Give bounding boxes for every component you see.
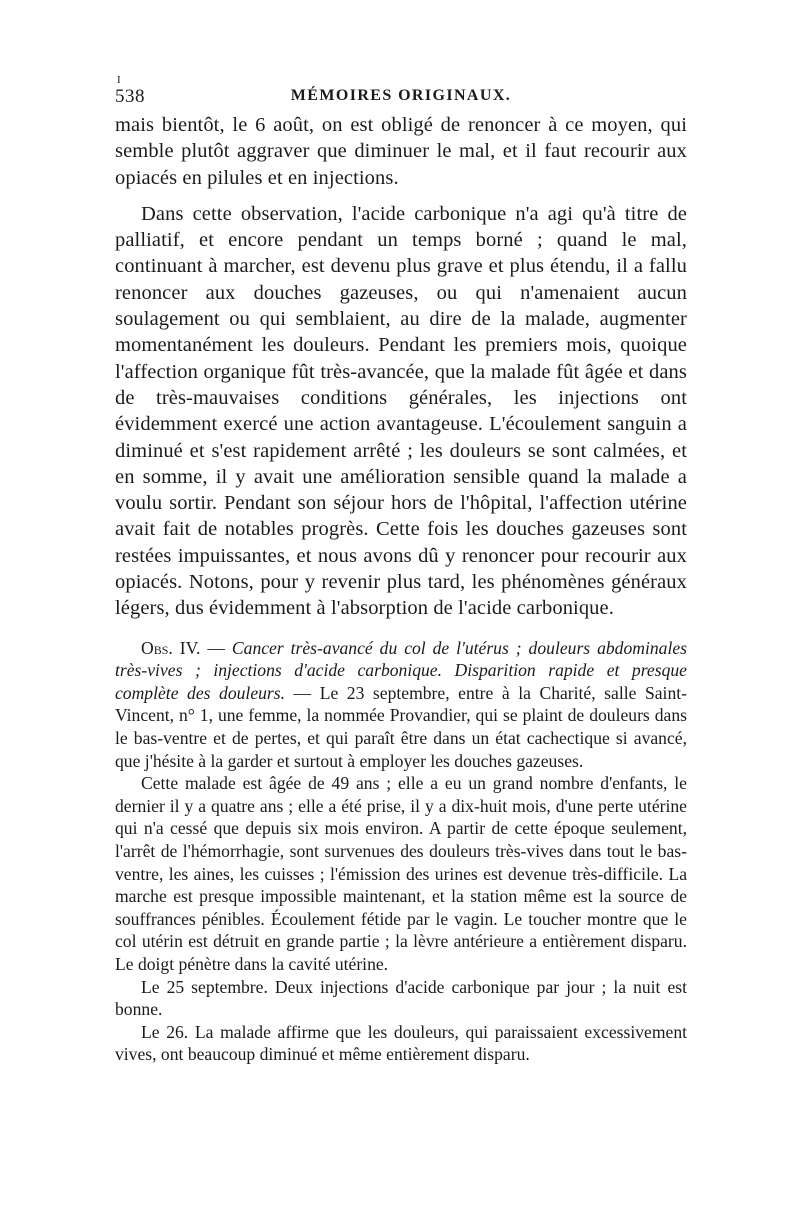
page-number: 538 bbox=[115, 86, 145, 107]
paragraph-sept-26: Le 26. La malade affirme que les douleurs, qui paraissaient excessivement vives, ont beaucoup diminué et même entièrement disparu. bbox=[115, 1021, 687, 1065]
observation-text: — Le 23 septembre, entre à la Charité, salle Saint-Vincent, n° 1, une femme, la nommée Provandier, qui se plaint de douleurs dans le bas-ventre et de pertes, et qui paraît être dans un état cachectique si avancé, que j'hésite à la garder et surtout à employer les douches gazeuses. bbox=[115, 682, 687, 771]
running-title: MÉMOIRES ORIGINAUX. bbox=[290, 87, 512, 104]
paragraph-sept-25: Le 25 septembre. Deux injections d'acide carbonique par jour ; la nuit est bonne. bbox=[115, 976, 687, 1020]
observation-paragraph bbox=[115, 637, 687, 773]
paragraph-continuation: mais bientôt, le 6 août, on est obligé de renoncer à ce moyen, qui semble plutôt aggraver que diminuer le mal, et il faut recourir aux opiacés en pilules et en injections. bbox=[115, 114, 687, 189]
running-header bbox=[115, 74, 687, 112]
paragraph-history: Cette malade est âgée de 49 ans ; elle a eu un grand nombre d'enfants, le dernier il y a quatre ans ; elle a été prise, il y a dix-huit mois, d'une perte utérine qui n'a cessé que depuis six mois environ. A partir de cette époque seulement, l'arrêt de l'hémorrhagie, sont survenues des douleurs très-vives dans tout le bas-ventre, les aines, les cuisses ; l'émission des urines est devenue très-difficile. La marche est presque impossible maintenant, et la station même est la source de souffrances pénibles. Écoulement fétide par le vagin. Le toucher montre que le col utérin est détruit en grande partie ; la lèvre antérieure a entièrement disparu. Le doigt pénètre dans la cavité utérine. bbox=[115, 773, 687, 974]
paragraph-discussion: Dans cette observation, l'acide carbonique n'a agi qu'à titre de palliatif, et encore pendant un temps borné ; quand le mal, continuant à marcher, est devenu plus grave et plus étendu, il a fallu renoncer aux douches gazeuses, ou qui n'amenaient aucun soulagement ou qui semblaient, au dire de la malade, augmenter momentanément les douleurs. Pendant les premiers mois, quoique l'affection organique fût très-avancée, que la malade fût âgée et dans de très-mauvaises conditions générales, les injections ont évidemment exercé une action avantageuse. L'écoulement sanguin a diminué et s'est rapidement arrêté ; les douleurs se sont calmées, et en somme, il y avait une amélioration sensible quand la malade a voulu sortir. Pendant son séjour hors de l'hôpital, l'affection utérine avait fait de notables progrès. Cette fois les douches gazeuses sont restées impuissantes, et nous avons dû y renoncer pour recourir aux opiacés. Notons, pour y revenir plus tard, les phénomènes généraux légers, dus évidemment à l'absorption de l'acide carbonique. bbox=[115, 202, 687, 620]
margin-mark: I bbox=[117, 74, 121, 86]
observation-title: Cancer très-avancé du col de l'utérus ; douleurs abdominales très-vives ; injections d'acide carbonique. Disparition rapide et presque complète des douleurs. bbox=[115, 637, 688, 703]
book-page bbox=[115, 74, 688, 1066]
observation-dash: — bbox=[200, 637, 232, 658]
observation-label: Obs. IV. bbox=[141, 637, 201, 658]
